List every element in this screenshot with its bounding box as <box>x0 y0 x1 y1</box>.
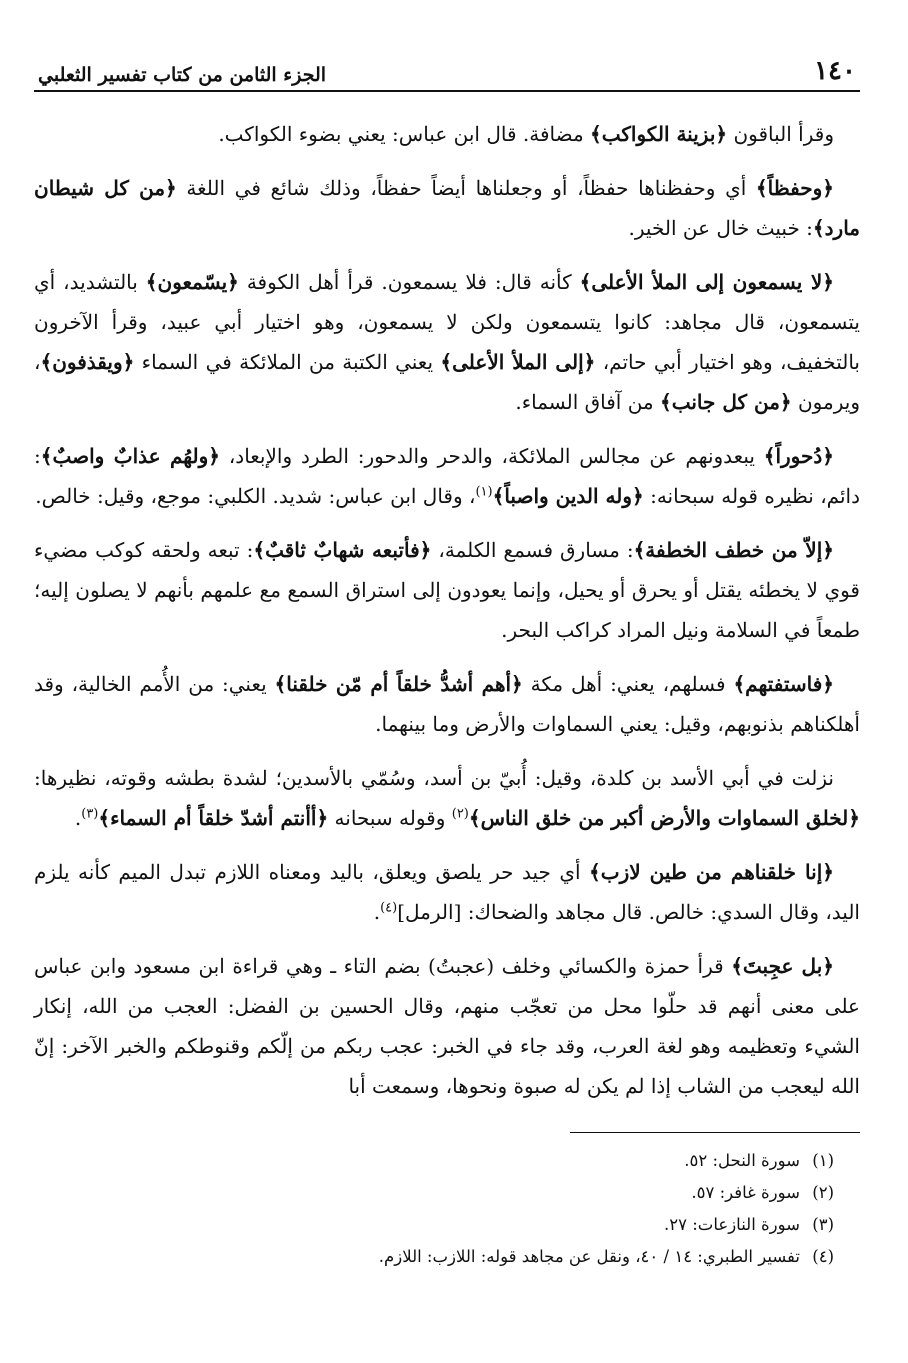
text-run: أي جيد حر يلصق ويعلق، باليد ومعناه اللازم تبدل الميم كأنه يلزم اليد، وقال السدي: خالص. قال مجاهد والضحاك: [الرمل] <box>34 860 860 924</box>
text-run: : خبيث خال عن الخير. <box>628 216 813 240</box>
footnote-text: سورة غافر: ٥٧. <box>691 1183 800 1202</box>
text-run: يبعدونهم عن مجالس الملائكة، والدحر والدحور: الطرد والإبعاد، <box>220 444 764 468</box>
text-run: قرأ حمزة والكسائي وخلف (عجبتُ) بضم التاء ـ وهي قراءة ابن مسعود وابن عباس على معنى أنهم قد حلّوا محل من تعجّب منهم، وقال الحسين بن الفضل: العجب من الله، إنكار الشيء وتعظيمه وهو لغة العرب، وقد جاء في الخبر: عجب ربكم من إلّكم وقنوطكم والخبر الآخر: إنّ الله ليعجب من الشاب إذا لم يكن له صبوة ونحوها، وسمعت أبا <box>34 954 860 1098</box>
text-run: من آفاق السماء. <box>515 390 660 414</box>
text-run: وقرأ الباقون <box>727 122 834 146</box>
quran-quote: ﴿إلاّ من خطف الخطفة﴾ <box>633 538 834 562</box>
text-run: كأنه قال: فلا يسمعون. قرأ أهل الكوفة <box>238 270 580 294</box>
text-run: . <box>373 900 381 924</box>
footnote-text: سورة النازعات: ٢٧. <box>664 1215 800 1234</box>
quran-quote: ﴿يسّمعون﴾ <box>145 270 239 294</box>
quran-quote: ﴿بل عجِبتَ﴾ <box>731 954 834 978</box>
paragraph <box>34 114 860 154</box>
footnote-ref: (٣) <box>81 806 99 822</box>
quran-quote: ﴿إنا خلقناهم من طين لازب﴾ <box>589 860 834 884</box>
quran-quote: ﴿دُحوراً﴾ <box>763 444 835 468</box>
footnote <box>34 1241 860 1273</box>
footnote-number: (٤) <box>812 1247 834 1266</box>
footnotes <box>34 1145 860 1273</box>
text-run: أي وحفظناها حفظاً، أو وجعلناها أيضاً حفظاً، وذلك شائع في اللغة <box>176 176 756 200</box>
paragraph <box>34 664 860 744</box>
page-header <box>34 52 860 92</box>
footnote-text: سورة النحل: ٥٢. <box>684 1151 800 1170</box>
quran-quote: ﴿من كل شيطان مارد﴾ <box>34 176 860 240</box>
text-run: نزلت في أبي الأسد بن كلدة، وقيل: أُبيّ بن أسد، وسُمّي بالأسدين؛ لشدة بطشه وقوته، نظيرها: <box>34 766 834 790</box>
paragraph <box>34 530 860 650</box>
quran-quote: ﴿أأنتم أشدّ خلقاً أم السماء﴾ <box>98 806 329 830</box>
footnote <box>34 1209 860 1241</box>
page-number: ١٤٠ <box>814 56 856 86</box>
quran-quote: ﴿ولهُم عذابٌ واصبٌ﴾ <box>40 444 220 468</box>
paragraph <box>34 168 860 248</box>
footnote <box>34 1177 860 1209</box>
quran-quote: ﴿ويقذفون﴾ <box>40 350 135 374</box>
quran-quote: ﴿لخلق السماوات والأرض أكبر من خلق الناس﴾ <box>468 806 860 830</box>
text-run: : تبعه ولحقه كوكب مضيء قوي لا يخطئه يقتل أو يحرق أو يحيل، وإنما يعودون إلى استراق السمع مع علمهم بأنهم لا يصلون إليه؛ طمعاً في السلامة ونيل المراد كراكب البحر. <box>34 538 860 642</box>
quran-quote: ﴿لا يسمعون إلى الملأ الأعلى﴾ <box>579 270 835 294</box>
quran-quote: ﴿من كل جانب﴾ <box>660 390 792 414</box>
paragraph <box>34 436 860 516</box>
footnote-text: تفسير الطبري: ١٤ / ٤٠، ونقل عن مجاهد قوله: اللازب: اللازم. <box>378 1247 800 1266</box>
quran-quote: ﴿فاستفتهم﴾ <box>733 672 835 696</box>
quran-quote: ﴿فأتبعه شهابٌ ثاقبٌ﴾ <box>253 538 432 562</box>
text-run: : دائم، نظيره قوله سبحانه: <box>34 444 860 508</box>
paragraph <box>34 946 860 1106</box>
paragraph <box>34 758 860 838</box>
footnote <box>34 1145 860 1177</box>
footnote-ref: (٤) <box>380 900 398 916</box>
quran-quote: ﴿وحفظاً﴾ <box>755 176 834 200</box>
text-run: ، ويرمون <box>34 350 860 414</box>
text-run: بالتشديد، أي يتسمعون، قال مجاهد: كانوا يتسمعون ولكن لا يسمعون، وهو اختيار أبي عبيد، وقرأ الآخرون بالتخفيف، وهو اختيار أبي حاتم، <box>34 270 860 374</box>
paragraph <box>34 262 860 422</box>
text-run: وقوله سبحانه <box>328 806 452 830</box>
body-text <box>34 114 860 1106</box>
footnote-number: (٢) <box>812 1183 834 1202</box>
text-run: فسلهم، يعني: أهل مكة <box>522 672 734 696</box>
quran-quote: ﴿أهم أشدُّ خلقاً أم مّن خلقنا﴾ <box>274 672 523 696</box>
text-run: يعني الكتبة من الملائكة في السماء <box>134 350 441 374</box>
footnote-ref: (٢) <box>451 806 469 822</box>
quran-quote: ﴿إلى الملأ الأعلى﴾ <box>440 350 596 374</box>
footnote-number: (١) <box>812 1151 834 1170</box>
footnote-number: (٣) <box>812 1215 834 1234</box>
footnote-ref: (١) <box>475 484 493 500</box>
text-run: ، وقال ابن عباس: شديد. الكلبي: موجع، وقيل: خالص. <box>35 484 476 508</box>
paragraph <box>34 852 860 932</box>
quran-quote: ﴿بزينة الكواكب﴾ <box>590 122 728 146</box>
text-run: يعني: من الأُمم الخالية، وقد أهلكناهم بذنوبهم، وقيل: يعني السماوات والأرض وما بينهما. <box>34 672 860 736</box>
text-run: مضافة. قال ابن عباس: يعني بضوء الكواكب. <box>218 122 591 146</box>
text-run: . <box>74 806 82 830</box>
running-title: الجزء الثامن من كتاب تفسير الثعلبي <box>38 64 327 86</box>
quran-quote: ﴿وله الدين واصباً﴾ <box>492 484 644 508</box>
footnote-divider <box>570 1132 860 1133</box>
text-run: : مسارق فسمع الكلمة، <box>431 538 634 562</box>
